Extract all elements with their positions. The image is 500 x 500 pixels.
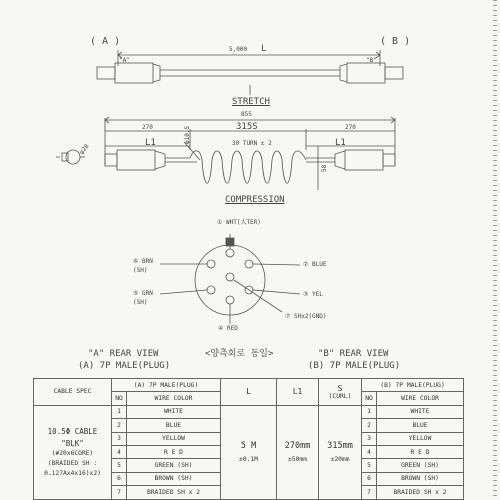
compression-l1-right: L1 (335, 138, 346, 148)
row-color-a: R E D (127, 445, 221, 458)
stretch-caption: STRETCH (232, 97, 270, 107)
plug-a-header: (A) 7P MALE(PLUG) (112, 379, 221, 392)
row-no-a: 5 (112, 459, 127, 472)
spec-line: (BRAIDED SH : (47, 459, 98, 467)
row-no-a: 7 (112, 486, 127, 499)
plug-b-label: (B) 7P MALE(PLUG) (308, 361, 401, 371)
stretch-length: 5,000 (229, 46, 248, 53)
row-no-a: 2 (112, 419, 127, 432)
row-no-b: 5 (362, 459, 377, 472)
pin-6-label: ⑥ BRN (SH) (133, 258, 153, 274)
side-a-title: ( A ) (90, 36, 121, 47)
compression-l1-left: L1 (145, 138, 156, 148)
spec-line: 0.127Ax4x16)x2) (44, 469, 101, 477)
row-color-b: R E D (377, 445, 464, 458)
row-no-a: 1 (112, 405, 127, 418)
spec-line: 10.5Φ CABLE (47, 426, 98, 436)
row-no-a: 4 (112, 445, 127, 458)
row-no-b: 4 (362, 445, 377, 458)
val-s-cell (319, 405, 362, 499)
row-no-b: 3 (362, 432, 377, 445)
compression-mid: 315S (236, 122, 258, 132)
pin-7-label: ⑦ SHx2(GND) (285, 313, 327, 320)
col-l-header: L (221, 379, 277, 406)
col-s-header (319, 379, 362, 406)
side-b-title: ( B ) (380, 36, 411, 47)
no-header-b: NO (362, 392, 377, 405)
row-color-a: WHITE (127, 405, 221, 418)
spec-line: (#20x6CORE) (51, 450, 94, 458)
cable-spec-cell (34, 405, 112, 499)
row-color-b: BLUE (377, 419, 464, 432)
tol-l1: ±50mm (288, 456, 307, 464)
side-dia: φ28 (78, 143, 91, 156)
pin-3-label: ③ YEL (303, 291, 323, 298)
row-color-b: YELLOW (377, 432, 464, 445)
val-l1: 270mm (284, 441, 311, 452)
compression-total: 855 (241, 111, 252, 118)
compression-caption: COMPRESSION (225, 195, 285, 205)
wire-color-header-b: WIRE COLOR (377, 392, 464, 405)
compression-right: 270 (345, 124, 356, 131)
pin-5-label: ⑤ GRN (SH) (133, 290, 153, 306)
stretch-tag-b: "B" (366, 57, 377, 64)
pin-2-label: ② BLUE (303, 261, 327, 268)
row-no-a: 6 (112, 472, 127, 485)
stretch-length-letter: L (261, 44, 267, 54)
col-l1-header: L1 (277, 379, 319, 406)
row-no-b: 2 (362, 419, 377, 432)
compression-dia: φ10.5 (184, 125, 191, 144)
row-color-a: BROWN (SH) (127, 472, 221, 485)
rear-view-a: "A" REAR VIEW (88, 349, 159, 359)
compression-coil-len: 58 (321, 164, 328, 172)
row-color-a: YELLOW (127, 432, 221, 445)
col-s-sub: (CURL) (328, 392, 352, 400)
row-no-b: 6 (362, 472, 377, 485)
spec-table (33, 378, 464, 500)
row-color-a: GREEN (SH) (127, 459, 221, 472)
val-l: 5 M (240, 441, 257, 452)
compression-left: 270 (142, 124, 153, 131)
val-l1-cell (277, 405, 319, 499)
row-color-a: BRAIDED SH x 2 (127, 486, 221, 499)
row-color-b: GREEN (SH) (377, 459, 464, 472)
row-color-b: WHITE (377, 405, 464, 418)
row-color-a: BLUE (127, 419, 221, 432)
same-circuit-label: <양측회로 동일> (205, 349, 274, 359)
row-no-b: 7 (362, 486, 377, 499)
plug-a-label: (A) 7P MALE(PLUG) (78, 361, 171, 371)
row-no-a: 3 (112, 432, 127, 445)
val-s: 315mm (327, 441, 353, 452)
row-no-b: 1 (362, 405, 377, 418)
compression-turns: 30 TURN ± 2 (232, 140, 272, 147)
wire-color-header-a: WIRE COLOR (127, 392, 221, 405)
stretch-tag-a: "A" (119, 57, 130, 64)
no-header-a: NO (112, 392, 127, 405)
spec-line: "BLK" (61, 438, 84, 448)
pin-1-label: ① WHT(大TER) (217, 219, 261, 226)
plug-b-header: (B) 7P MALE(PLUG) (362, 379, 464, 392)
rear-view-b: "B" REAR VIEW (318, 349, 389, 359)
pin-4-label: ④ RED (218, 325, 238, 332)
row-color-b: BRAIDED SH x 2 (377, 486, 464, 499)
tol-l: ±0.1M (239, 456, 258, 464)
val-l-cell (221, 405, 277, 499)
row-color-b: BROWN (SH) (377, 472, 464, 485)
cable-spec-header: CABLE SPEC (34, 379, 112, 406)
tol-s: ±20mm (330, 456, 350, 464)
col-s-title: S (337, 383, 343, 393)
